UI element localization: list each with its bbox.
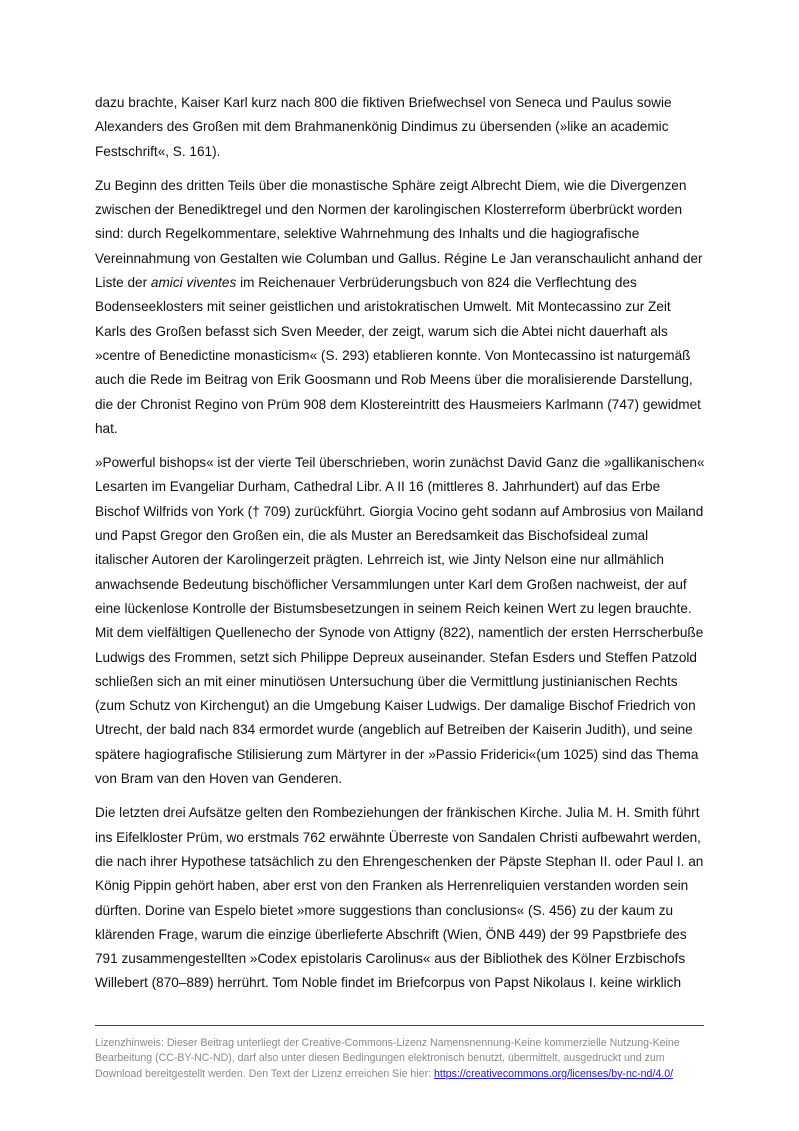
license-notice — [95, 1036, 704, 1082]
paragraph — [95, 451, 705, 791]
text-run: dazu brachte, Kaiser Karl kurz nach 800 die fiktiven Briefwechsel von Seneca und Paulus sowie Alexanders des Großen mit dem Brahmanenkönig Dindimus zu übersenden (»like an academic Festschrift«, S. 161). — [95, 95, 672, 159]
paragraph — [95, 91, 705, 164]
body-text — [95, 91, 705, 1006]
paragraph — [95, 174, 705, 441]
license-text: Lizenzhinweis: Dieser Beitrag unterliegt der Creative-Commons-Lizenz Namensnennung-Keine kommerzielle Nutzung-Keine Bearbeitung (CC-BY-NC-ND), darf also unter diesen Bedingungen elektronisch benutzt, übermittelt, ausgedruckt und zum Download bereitgestellt werden. Den Text der Lizenz erreichen Sie hier: — [95, 1037, 680, 1080]
license-link[interactable]: https://creativecommons.org/licenses/by-nc-nd/4.0/ — [434, 1067, 674, 1080]
text-run: Die letzten drei Aufsätze gelten den Rombeziehungen der fränkischen Kirche. Julia M. H. Smith führt ins Eifelkloster Prüm, wo erstmals 762 erwähnte Überreste von Sandalen Christi aufbewahrt werden, die nach ihrer Hypothese tatsächlich zu den Ehrengeschenken der Päpste Stephan II. oder Paul I. an König Pippin gehört haben, aber erst von den Franken als Herrenreliquien verstanden worden sein dürften. Dorine van Espelo bietet »more suggestions than conclusions« (S. 456) zu der kaum zu klärenden Frage, warum die einzige überlieferte Abschrift (Wien, ÖNB 449) der 99 Papstbriefe des 791 zusammengestellten »Codex epistolaris Carolinus« aus der Bibliothek des Kölner Erzbischofs Willebert (870–889) herrührt. Tom Noble findet im Briefcorpus von Papst Nikolaus I. keine wirklich — [95, 805, 704, 991]
italic-term: amici viventes — [150, 275, 237, 291]
text-run: Zu Beginn des dritten Teils über die monastische Sphäre zeigt Albrecht Diem, wie die Divergenzen zwischen der Benediktregel und den Normen der karolingischen Klosterreform überbrückt worden sind: durch Regelkommentare, selektive Wahrnehmung des Inhalts und die hagiografische Vereinnahmung von Gestalten wie Columban und Gallus. Régine Le Jan veranschaulicht anhand der Liste der — [95, 177, 703, 291]
text-run: »Powerful bishops« ist der vierte Teil überschrieben, worin zunächst David Ganz die »gallikanischen« Lesarten im Evangeliar Durham, Cathedral Libr. A II 16 (mittleres 8. Jahrhundert) auf das Erbe Bischof Wilfrids von York († 709) zurückführt. Giorgia Vocino geht sodann auf Ambrosius von Mailand und Papst Gregor den Großen ein, die als Muster an Beredsamkeit das Bischofsideal zumal italischer Autoren der Karolingerzeit prägten. Lehrreich ist, wie Jinty Nelson eine nur allmählich anwachsende Bedeutung bischöflicher Versammlungen unter Karl dem Großen nachweist, der auf eine lückenlose Kontrolle der Bistumsbesetzungen in seinem Reich keinen Wert zu legen brauchte. Mit dem vielfältigen Quellenecho der Synode von Attigny (822), namentlich der ersten Herrscherbuße Ludwigs des Frommen, setzt sich Philippe Depreux auseinander. Stefan Esders und Steffen Patzold schließen sich an mit einer minutiösen Untersuchung über die Vermittlung justinianischen Rechts (zum Schutz von Kirchengut) an die Umgebung Kaiser Ludwigs. Der damalige Bischof Friedrich von Utrecht, der bald nach 834 ermordet wurde (angeblich auf Betreiben der Kaiserin Judith), und seine spätere hagiografische Stilisierung zum Märtyrer in der »Passio Friderici«(um 1025) sind das Thema von Bram van den Hoven van Genderen. — [95, 455, 705, 787]
text-run: im Reichenauer Verbrüderungsbuch von 824 die Verflechtung des Bodenseeklosters mit seiner geistlichen und aristokratischen Umwelt. Mit Montecassino zur Zeit Karls des Großen befasst sich Sven Meeder, der zeigt, warum sich die Abtei nicht dauerhaft als »centre of Benedictine monasticism« (S. 293) etablieren konnte. Von Montecassino ist naturgemäß auch die Rede im Beitrag von Erik Goosmann und Rob Meens über die moralisierende Darstellung, die der Chronist Regino von Prüm 908 dem Klostereintritt des Hausmeiers Karlmann (747) gewidmet hat. — [95, 275, 701, 436]
paragraph — [95, 801, 705, 995]
footer-divider — [95, 1025, 704, 1026]
